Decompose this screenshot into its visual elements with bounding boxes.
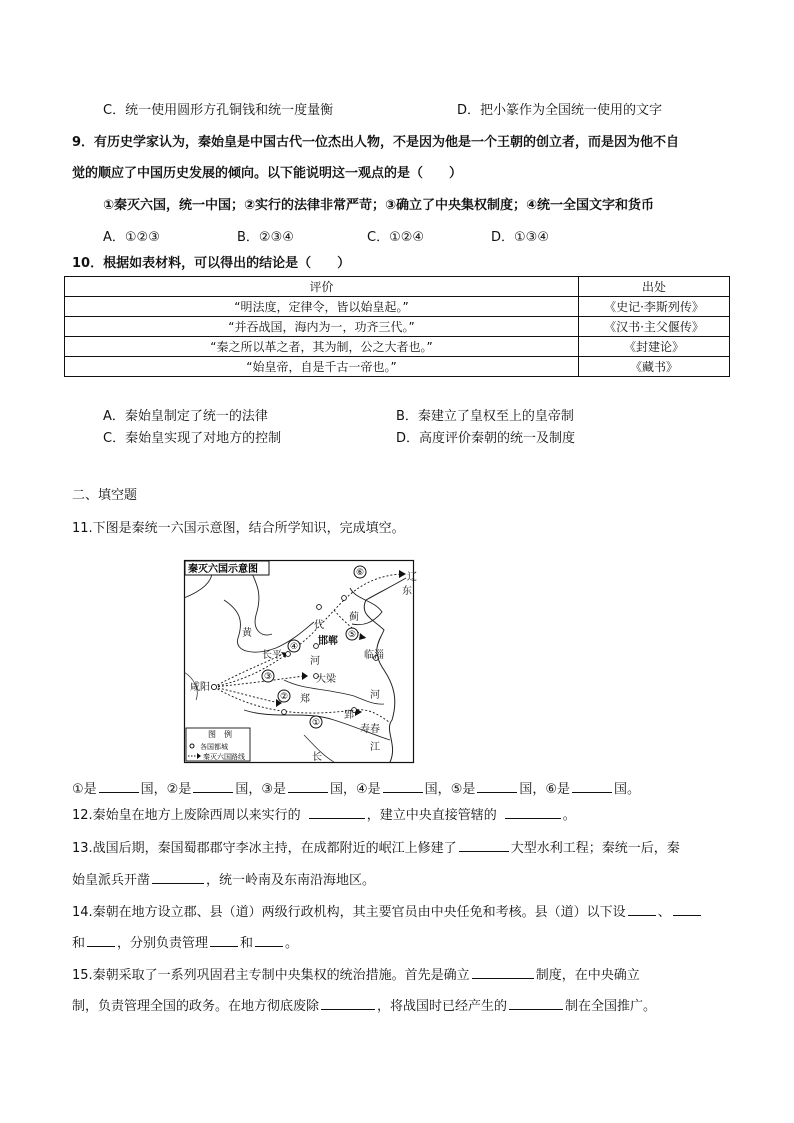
q14-blank-4[interactable] [210,933,238,947]
q9-statements: ①秦灭六国，统一中国；②实行的法律非常严苛；③确立了中央集权制度；④统一全国文字和货币 [103,198,655,213]
q12-blank-2[interactable] [505,805,561,819]
q9-stem-line2: 觉的顺应了中国历史发展的倾向。以下能说明这一观点的是（ ） [72,166,463,181]
q14-text-a: 14.秦朝在地方设立郡、县（道）两级行政机构，其主要官员由中央任免和考核。县（道）以下设 [72,905,626,920]
q15-line1 [72,965,640,985]
q11-blank-6[interactable] [572,779,612,793]
q10-option-b: B．秦建立了皇权至上的皇帝制 [396,409,574,424]
q14-line2 [72,933,298,953]
q11-blank-2-unit: 国， [235,782,262,797]
label-ji: 蓟 [349,612,359,623]
table-cell-source: 《藏书》 [579,357,730,377]
q11-blank-2[interactable] [193,779,233,793]
q13-line1 [72,838,680,858]
legend-capital-label: 各国都城 [200,743,228,751]
q8-option-c: C．统一使用圆形方孔铜钱和统一度量衡 [103,103,334,118]
legend-capital-icon [190,744,194,748]
label-huang: 黄 [242,628,252,639]
q14-blank-2[interactable] [673,902,701,916]
q15-blank-1[interactable] [472,965,534,979]
q14-text-b: 、 [657,905,671,920]
q15-blank-2[interactable] [321,996,375,1010]
marker-1: ① [311,718,321,728]
q10-table [64,276,730,377]
q13-line2 [72,870,375,890]
label-liaodong-1: 辽 [407,572,417,583]
q11-answer-line [72,779,640,799]
q12-text-c: 。 [562,808,576,823]
q11-blank-5-unit: 国， [519,782,546,797]
q14-text-c: 和 [72,936,86,951]
table-header-evaluation: 评价 [65,277,579,297]
marker-6: ⑥ [355,568,365,578]
section-title-fill-in: 二、填空题 [72,488,138,503]
q11-blank-1[interactable] [99,779,139,793]
label-xianyang: 咸阳 [190,682,210,693]
q13-text-a: 13.战国后期，秦国蜀郡郡守李冰主持，在成都附近的岷江上修建了 [72,841,457,856]
marker-2: ② [279,692,289,702]
map-title: 秦灭六国示意图 [188,564,258,575]
label-liaodong-2: 东 [402,586,412,597]
q15-text-b: 制度，在中央确立 [535,968,640,983]
label-ying: 郢 [344,710,354,721]
q11-blank-2-label: ②是 [166,782,192,797]
table-row [65,317,730,337]
label-he-1: 河 [310,656,320,667]
marker-3: ③ [263,672,273,682]
q11-blank-3[interactable] [288,779,328,793]
table-cell-quote: “明法度，定律令，皆以始皇起。” [65,297,579,317]
q12-text-b: ，建立中央直接管辖的 [366,808,497,823]
q11-blank-5[interactable] [477,779,517,793]
label-handan: 邯郸 [318,636,338,647]
q15-line2 [72,996,656,1016]
label-chang: 长 [312,752,322,763]
q12-text-a: 12.秦始皇在地方上废除西周以来实行的 [72,808,301,823]
label-daliang: 大梁 [316,674,336,685]
q9-stem-line1: 9．有历史学家认为，秦始皇是中国古代一位杰出人物，不是因为他是一个王朝的创立者，而是因为他不自 [72,135,680,150]
q11-blank-3-unit: 国， [330,782,357,797]
q15-blank-3[interactable] [509,996,563,1010]
q15-text-c: 制，负责管理全国的政务。在地方彻底废除 [72,999,320,1014]
q9-option-a: A．①②③ [103,230,160,245]
label-zheng: 郑 [300,694,310,705]
marker-5: ⑤ [347,630,357,640]
table-cell-quote: “并吞战国，海内为一，功齐三代。” [65,317,579,337]
label-changping: 长平 [262,650,282,661]
table-cell-source: 《史记·李斯列传》 [579,297,730,317]
q10-option-a: A．秦始皇制定了统一的法律 [103,409,268,424]
q11-blank-1-unit: 国， [140,782,167,797]
table-cell-source: 《汉书·主父偃传》 [579,317,730,337]
q15-text-a: 15.秦朝采取了一系列巩固君主专制中央集权的统治措施。首先是确立 [72,968,470,983]
q9-option-d: D．①③④ [491,230,549,245]
table-cell-source: 《封建论》 [579,337,730,357]
q11-blank-4-unit: 国， [424,782,451,797]
q12-blank-1[interactable] [309,805,365,819]
marker-4: ④ [289,642,299,652]
q11-blank-6-label: ⑥是 [545,782,571,797]
q15-text-e: 制在全国推广。 [565,999,657,1014]
q11-blank-1-label: ①是 [72,782,97,797]
q14-text-f: 。 [285,936,299,951]
table-row [65,297,730,317]
label-shouchun: 寿春 [360,724,380,735]
table-cell-quote: “秦之所以革之者，其为制，公之大者也。” [65,337,579,357]
q10-option-d: D．高度评价秦朝的统一及制度 [396,431,576,446]
q14-text-d: ，分别负责管理 [117,936,209,951]
q11-blank-4[interactable] [383,779,423,793]
label-linzi: 临淄 [364,650,384,661]
label-he-2: 河 [370,690,380,701]
table-cell-quote: “始皇帝，自是千古一帝也。” [65,357,579,377]
q13-text-c: 始皇派兵开凿 [72,873,151,888]
label-dai: 代 [314,620,324,631]
q10-stem: 10．根据如表材料，可以得出的结论是（ ） [72,256,351,271]
q14-blank-3[interactable] [87,933,115,947]
qin-unification-map [184,560,417,763]
q11-stem: 11.下图是秦统一六国示意图，结合所学知识，完成填空。 [72,521,405,536]
q13-blank-2[interactable] [152,870,204,884]
q13-text-b: 大型水利工程；秦统一后，秦 [510,841,680,856]
q10-option-c: C．秦始皇实现了对地方的控制 [103,431,282,446]
table-row [65,357,730,377]
label-jiang: 江 [370,742,380,753]
q9-option-c: C．①②④ [367,230,425,245]
table-header-row [65,277,730,297]
q11-blank-4-label: ④是 [356,782,381,797]
q14-blank-1[interactable] [628,902,656,916]
q11-blank-3-label: ③是 [261,782,286,797]
q12 [72,805,576,825]
q9-option-b: B．②③④ [237,230,294,245]
q13-blank-1[interactable] [459,838,509,852]
q14-text-e: 和 [240,936,254,951]
q11-blank-6-unit: 国。 [614,782,641,797]
legend-route-label: 秦灭六国路线 [203,753,245,761]
q14-line1 [72,902,703,922]
q14-blank-5[interactable] [255,933,283,947]
table-row [65,337,730,357]
q11-blank-5-label: ⑤是 [450,782,476,797]
table-header-source: 出处 [579,277,730,297]
q13-text-d: ，统一岭南及东南沿海地区。 [206,873,376,888]
legend-title: 图 例 [208,730,232,739]
q15-text-d: ，将战国时已经产生的 [377,999,508,1014]
q8-option-d: D．把小篆作为全国统一使用的文字 [457,103,663,118]
